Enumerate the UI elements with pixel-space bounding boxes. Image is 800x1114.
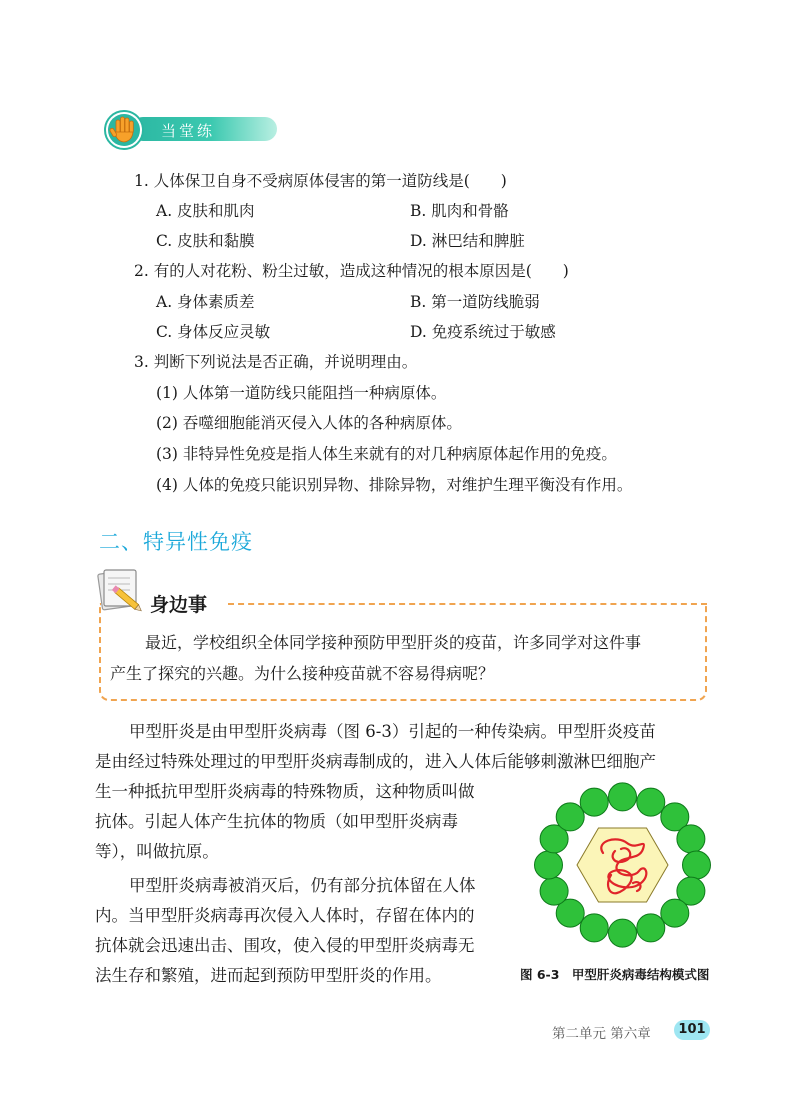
question-1-stem: 1. 人体保卫自身不受病原体侵害的第一道防线是( ) [134, 172, 507, 190]
question-2-option-d: D. 免疫系统过于敏感 [410, 323, 556, 341]
question-3-item-2: (2) 吞噬细胞能消灭侵入人体的各种病原体。 [156, 414, 462, 432]
page-number: 101 [674, 1020, 710, 1040]
capsid-sphere [637, 788, 665, 816]
body-line-4: 抗体。引起人体产生抗体的物质（如甲型肝炎病毒 [95, 812, 458, 831]
question-2-option-a: A. 身体素质差 [156, 293, 255, 311]
question-1-option-c: C. 皮肤和黏膜 [156, 232, 255, 250]
question-2-stem: 2. 有的人对花粉、粉尘过敏，造成这种情况的根本原因是( ) [134, 262, 569, 280]
capsid-sphere [556, 803, 584, 831]
section-heading: 二、特异性免疫 [99, 530, 253, 554]
hepatitis-a-virus-diagram [525, 775, 720, 955]
capsid-sphere [580, 788, 608, 816]
question-2-option-c: C. 身体反应灵敏 [156, 323, 271, 341]
question-2-option-b: B. 第一道防线脆弱 [410, 293, 540, 311]
body-line-6: 甲型肝炎病毒被消灭后，仍有部分抗体留在人体 [129, 876, 476, 895]
question-1-option-d: D. 淋巴结和脾脏 [410, 232, 525, 250]
capsid-sphere [609, 783, 637, 811]
capsid-sphere [661, 899, 689, 927]
question-3-item-3: (3) 非特异性免疫是指人体生来就有的对几种病原体起作用的免疫。 [156, 445, 617, 463]
figure-caption: 图 6-3 甲型肝炎病毒结构模式图 [520, 967, 710, 982]
practice-banner [103, 110, 278, 150]
practice-label: 当堂练 [161, 122, 216, 140]
body-line-2: 是由经过特殊处理过的甲型肝炎病毒制成的，进入人体后能够刺激淋巴细胞产 [95, 752, 656, 771]
question-3-item-1: (1) 人体第一道防线只能阻挡一种病原体。 [156, 384, 447, 402]
question-3-stem: 3. 判断下列说法是否正确，并说明理由。 [134, 353, 418, 371]
capsid-sphere [540, 877, 568, 905]
question-3-item-4: (4) 人体的免疫只能识别异物、排除异物，对维护生理平衡没有作用。 [156, 476, 633, 494]
capsid-sphere [677, 825, 705, 853]
capsid-sphere [683, 851, 711, 879]
body-line-9: 法生存和繁殖，进而起到预防甲型肝炎的作用。 [95, 966, 442, 985]
body-line-1: 甲型肝炎是由甲型肝炎病毒（图 6-3）引起的一种传染病。甲型肝炎疫苗 [129, 722, 656, 741]
hand-icon [103, 110, 145, 150]
story-line-1: 最近，学校组织全体同学接种预防甲型肝炎的疫苗，许多同学对这件事 [145, 633, 642, 652]
capsid-sphere [535, 851, 563, 879]
story-line-2: 产生了探究的兴趣。为什么接种疫苗就不容易得病呢？ [110, 664, 495, 683]
body-line-5: 等），叫做抗原。 [95, 842, 219, 861]
capsid-sphere [609, 919, 637, 947]
question-1-option-b: B. 肌肉和骨骼 [410, 202, 509, 220]
body-line-7: 内。当甲型肝炎病毒再次侵入人体时，存留在体内的 [95, 906, 475, 925]
notebook-pencil-icon [96, 566, 148, 614]
capsid-sphere [580, 914, 608, 942]
story-title: 身边事 [150, 594, 208, 616]
body-line-8: 抗体就会迅速出击、围攻，使入侵的甲型肝炎病毒无 [95, 936, 475, 955]
chapter-label: 第二单元 第六章 [552, 1026, 651, 1042]
question-1-option-a: A. 皮肤和肌肉 [156, 202, 255, 220]
story-box-top-border [228, 603, 707, 605]
capsid-sphere [637, 914, 665, 942]
body-line-3: 生一种抵抗甲型肝炎病毒的特殊物质，这种物质叫做 [95, 782, 475, 801]
